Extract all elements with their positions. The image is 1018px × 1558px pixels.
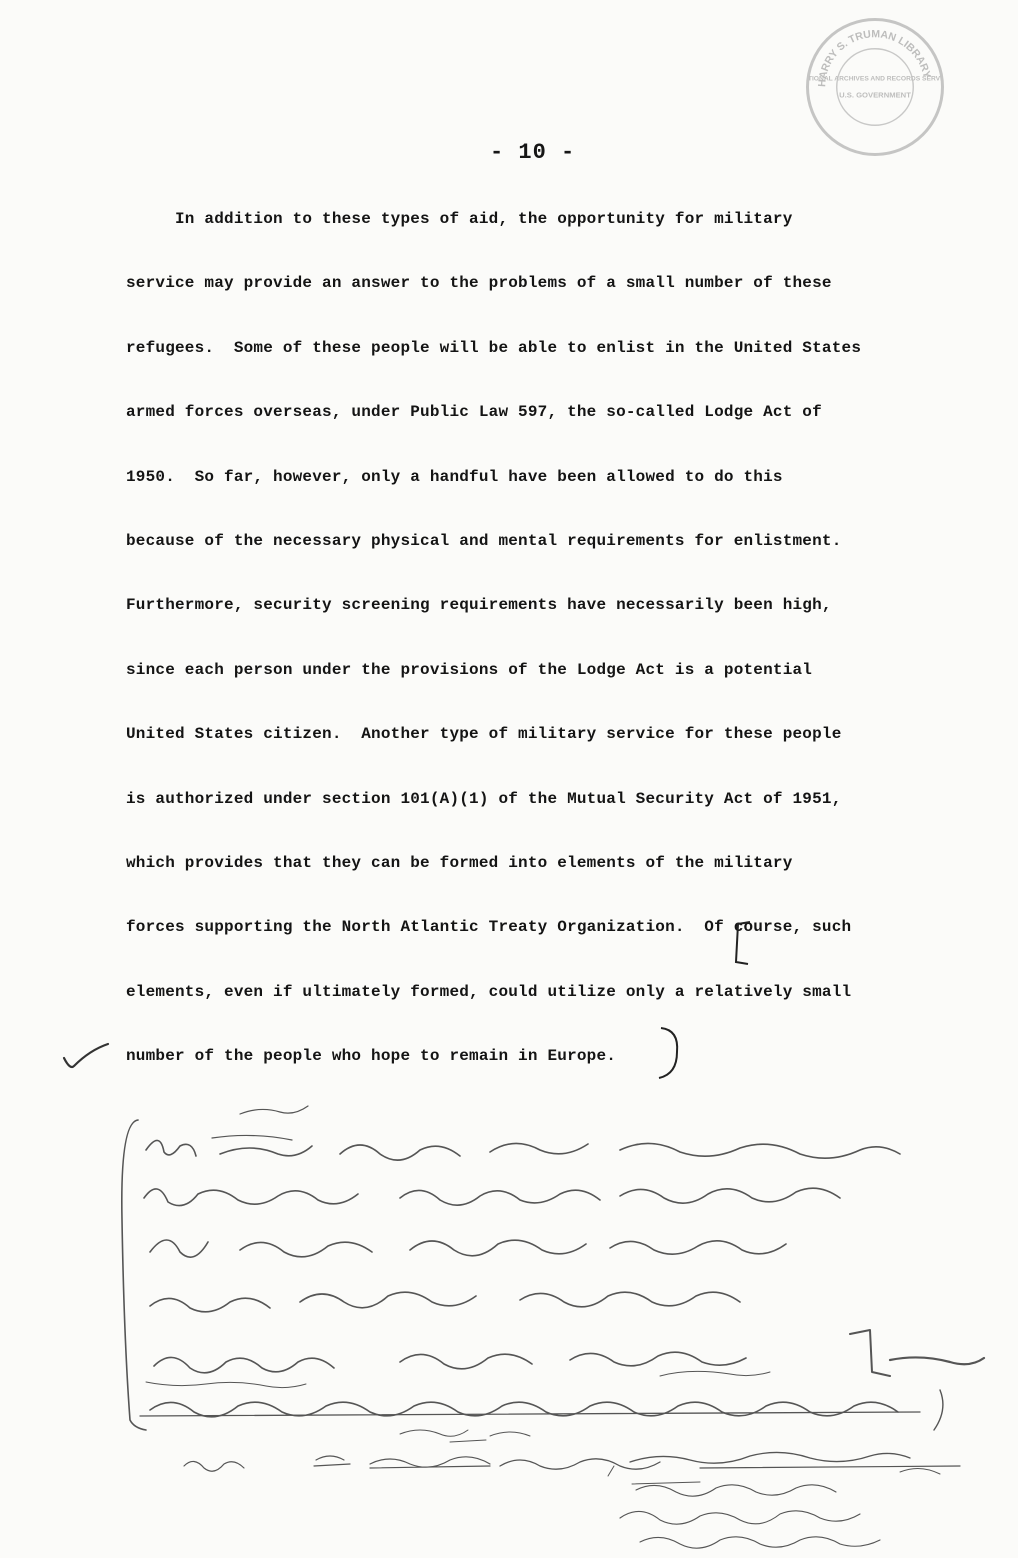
open-bracket-mark <box>728 918 758 968</box>
body-text-line: since each person under the provisions of the Lodge Act is a potential <box>126 660 813 679</box>
body-text-line: is authorized under section 101(A)(1) of the Mutual Security Act of 1951, <box>126 789 842 808</box>
archive-stamp-seal <box>806 18 944 156</box>
check-mark-icon <box>60 1040 112 1076</box>
body-text-line: In addition to these types of aid, the opportunity for military <box>126 210 793 228</box>
handwriting-scribble-graphic <box>100 1080 990 1550</box>
body-text-line: number of the people who hope to remain in Europe. <box>126 1047 617 1066</box>
body-text-line: which provides that they can be formed into elements of the military <box>126 854 793 872</box>
body-text-line: forces supporting the North Atlantic Treaty Organization. Of course, such <box>126 918 852 937</box>
body-text-line: 1950. So far, however, only a handful have been allowed to do this <box>126 467 783 486</box>
body-text-line: refugees. Some of these people will be able to enlist in the United States <box>126 338 862 357</box>
stamp-seal-graphic <box>809 21 941 153</box>
body-text-line: Furthermore, security screening requirements have necessarily been high, <box>126 596 832 615</box>
body-text-line: armed forces overseas, under Public Law 597, the so-called Lodge Act of <box>126 403 822 422</box>
page-number: - 10 - <box>490 140 576 165</box>
body-text-line: United States citizen. Another type of military service for these people <box>126 725 842 744</box>
body-text-line: elements, even if ultimately formed, could utilize only a relatively small <box>126 982 852 1001</box>
body-text-line: service may provide an answer to the problems of a small number of these <box>126 274 832 293</box>
close-bracket-mark <box>655 1024 685 1084</box>
stamp-text-arc: HARRY S. TRUMAN LIBRARY <box>816 28 933 88</box>
stamp-text-bottom: U.S. GOVERNMENT <box>839 90 911 100</box>
stamp-text-center: IONAL ARCHIVES AND RECORDS SERV <box>811 75 941 83</box>
body-text-line: because of the necessary physical and mental requirements for enlistment. <box>126 532 842 550</box>
handwritten-pencil-annotation <box>100 1080 990 1550</box>
